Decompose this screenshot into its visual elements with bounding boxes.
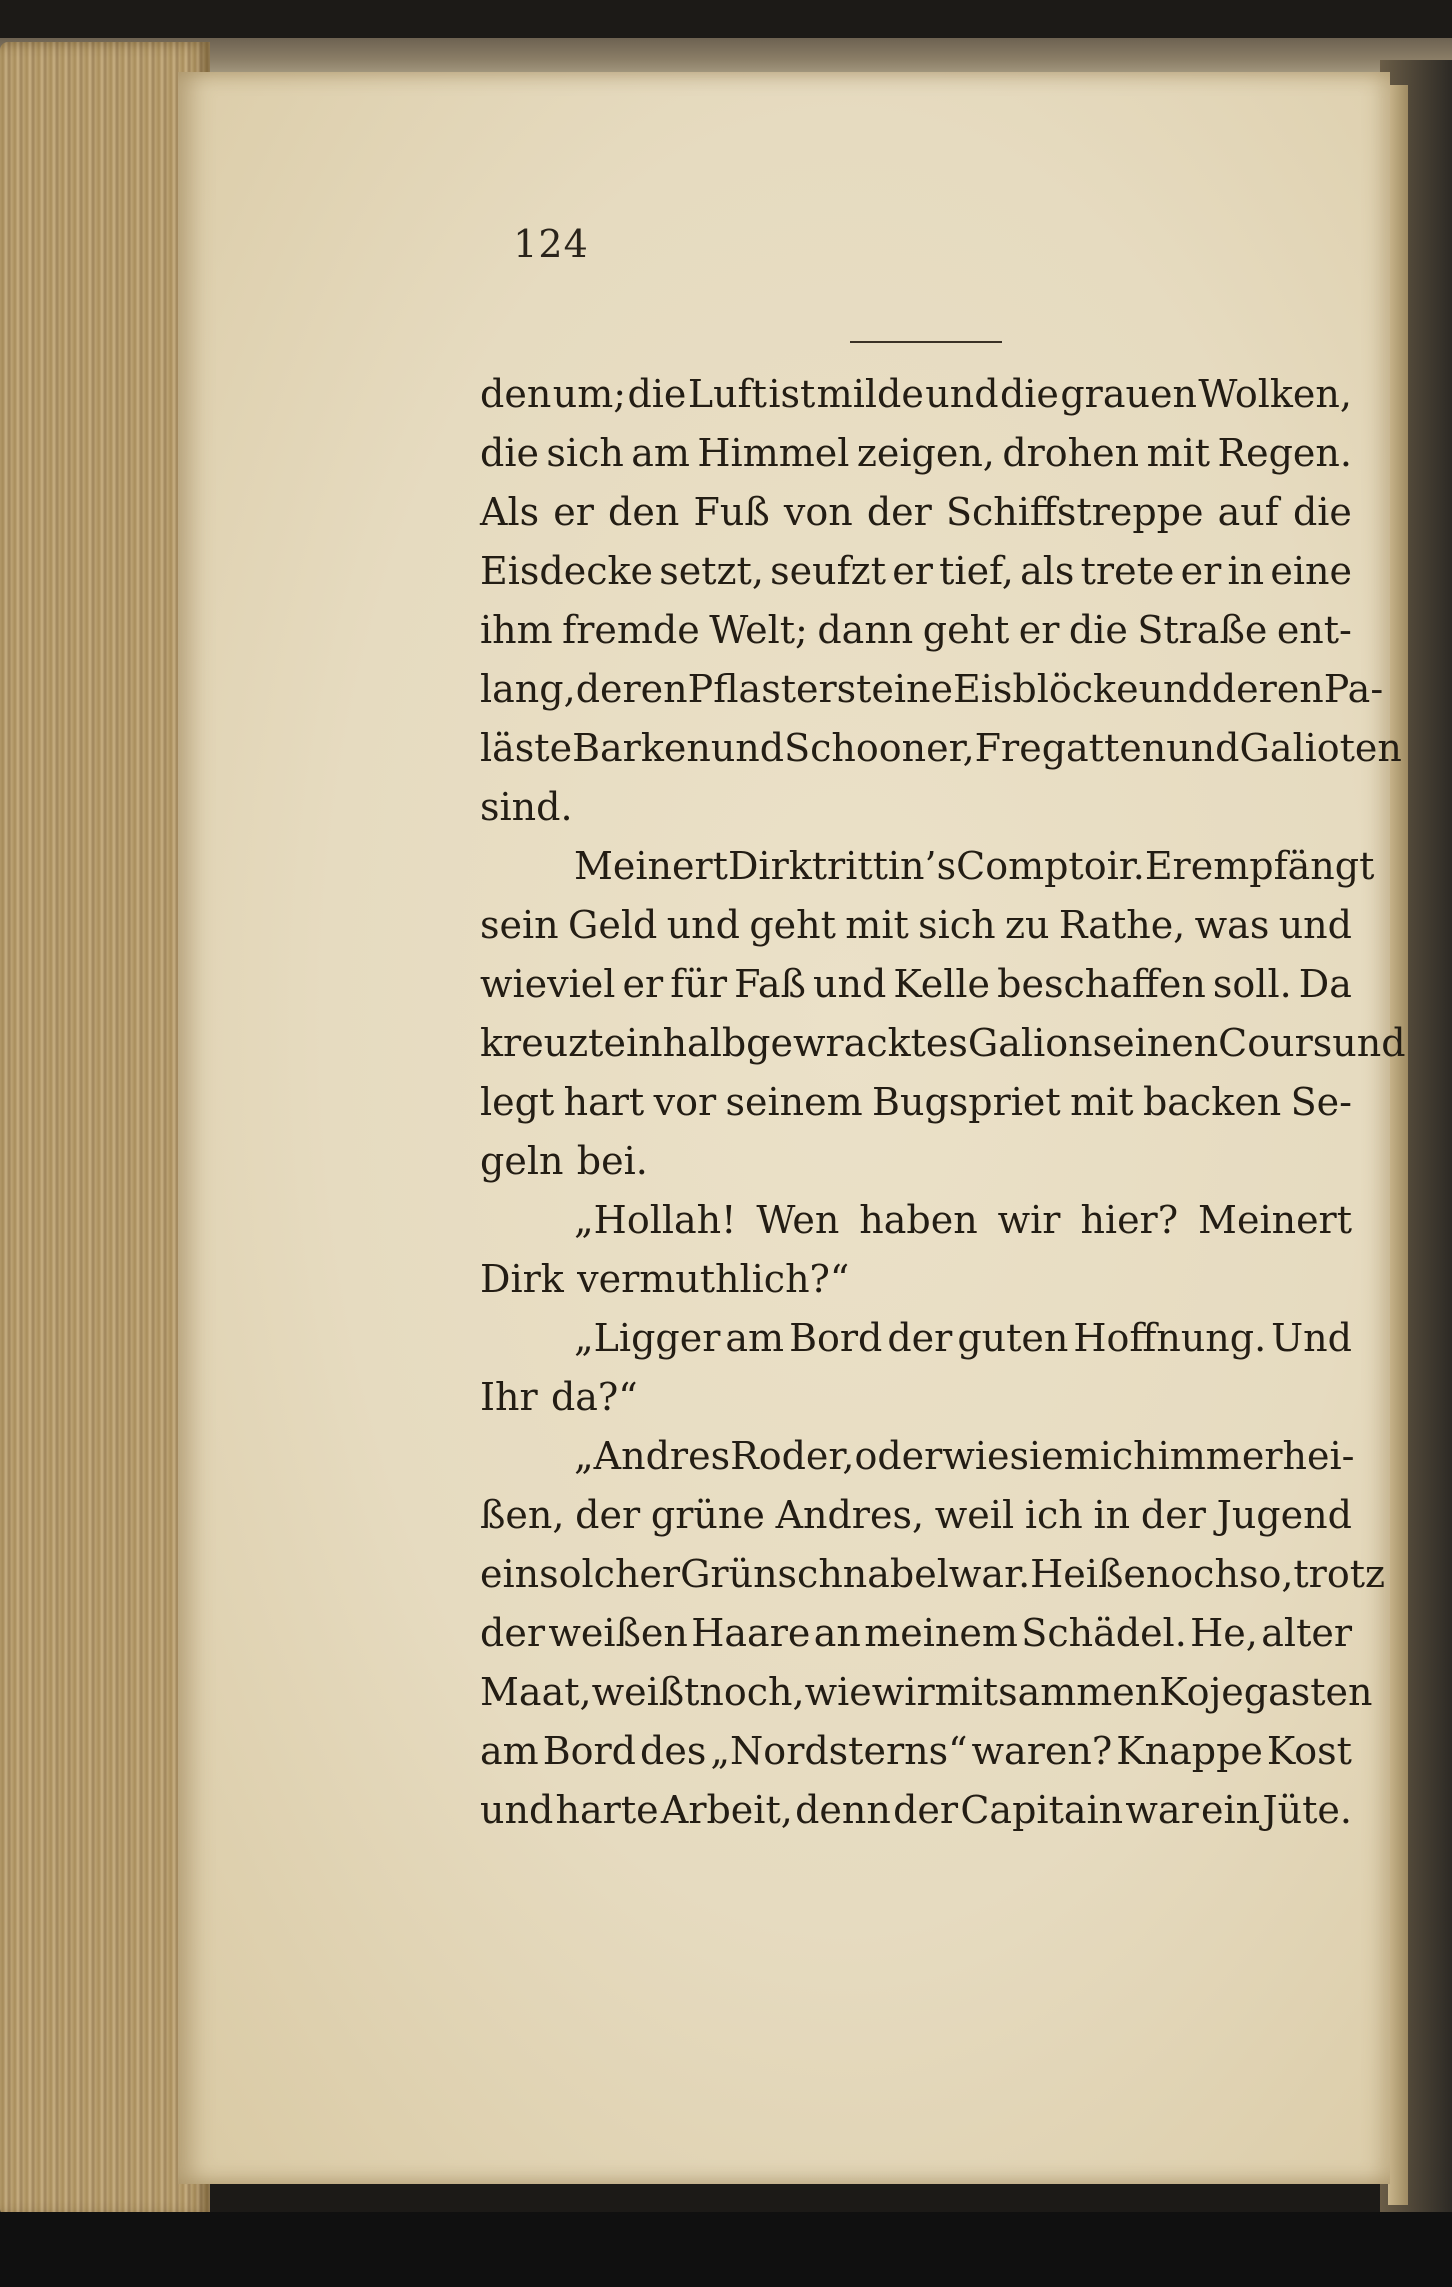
text-line: Dirk vermuthlich?“ xyxy=(480,1257,850,1301)
text-line: geln bei. xyxy=(480,1139,648,1183)
background-band xyxy=(0,2212,1452,2287)
text-line: sein Geld und geht mit sich zu Rathe, was und xyxy=(480,903,1352,947)
text-line: ein solcher Grünschnabel war. Heiße noch so, trotz xyxy=(480,1552,1386,1596)
text-line: wieviel er für Faß und Kelle beschaffen soll. Da xyxy=(480,962,1352,1006)
text-line: „Hollah! Wen haben wir hier? Meinert xyxy=(574,1198,1352,1242)
text-line: „Ligger am Bord der guten Hoffnung. Und xyxy=(574,1316,1352,1360)
text-line: am Bord des „Nordsterns“ waren? Knappe Kost xyxy=(480,1729,1352,1773)
text-line: die sich am Himmel zeigen, drohen mit Regen. xyxy=(480,431,1352,475)
text-line: und harte Arbeit, denn der Capitain war ein Jüte. xyxy=(480,1788,1352,1832)
text-line: den um; die Luft ist milde und die grauen Wolken, xyxy=(480,372,1352,416)
page-number-text: 124 xyxy=(513,222,589,266)
book-cover-top-edge xyxy=(0,38,1452,74)
text-line: Meinert Dirk tritt in’s Comptoir. Er empfängt xyxy=(574,844,1375,888)
text-line: Maat, weißt noch, wie wir mitsammen Kojegasten xyxy=(480,1670,1373,1714)
text-line: der weißen Haare an meinem Schädel. He, alter xyxy=(480,1611,1352,1655)
text-line: legt hart vor seinem Bugspriet mit backen Se- xyxy=(480,1080,1352,1124)
text-line: Ihr da?“ xyxy=(480,1375,638,1419)
page-number-rule xyxy=(850,341,1002,343)
text-line: läste Barken und Schooner, Fregatten und Galioten xyxy=(480,726,1402,770)
text-line: ßen, der grüne Andres, weil ich in der Jugend xyxy=(480,1493,1352,1537)
text-line: sind. xyxy=(480,785,573,829)
text-line: Eisdecke setzt, seufzt er tief, als trete er in eine xyxy=(480,549,1352,593)
text-line: Als er den Fuß von der Schiffstreppe auf die xyxy=(480,490,1352,534)
text-line: „Andres Roder, oder wie sie mich immer hei- xyxy=(574,1434,1355,1478)
page-number xyxy=(0,222,1452,266)
page-right-edge xyxy=(1388,85,1408,2205)
body-text xyxy=(480,365,1406,1840)
text-line: lang, deren Pflastersteine Eisblöcke und deren Pa- xyxy=(480,667,1384,711)
text-line: ihm fremde Welt; dann geht er die Straße ent- xyxy=(480,608,1352,652)
text-line: kreuzt ein halbgewracktes Galion seinen Cours und xyxy=(480,1021,1406,1065)
